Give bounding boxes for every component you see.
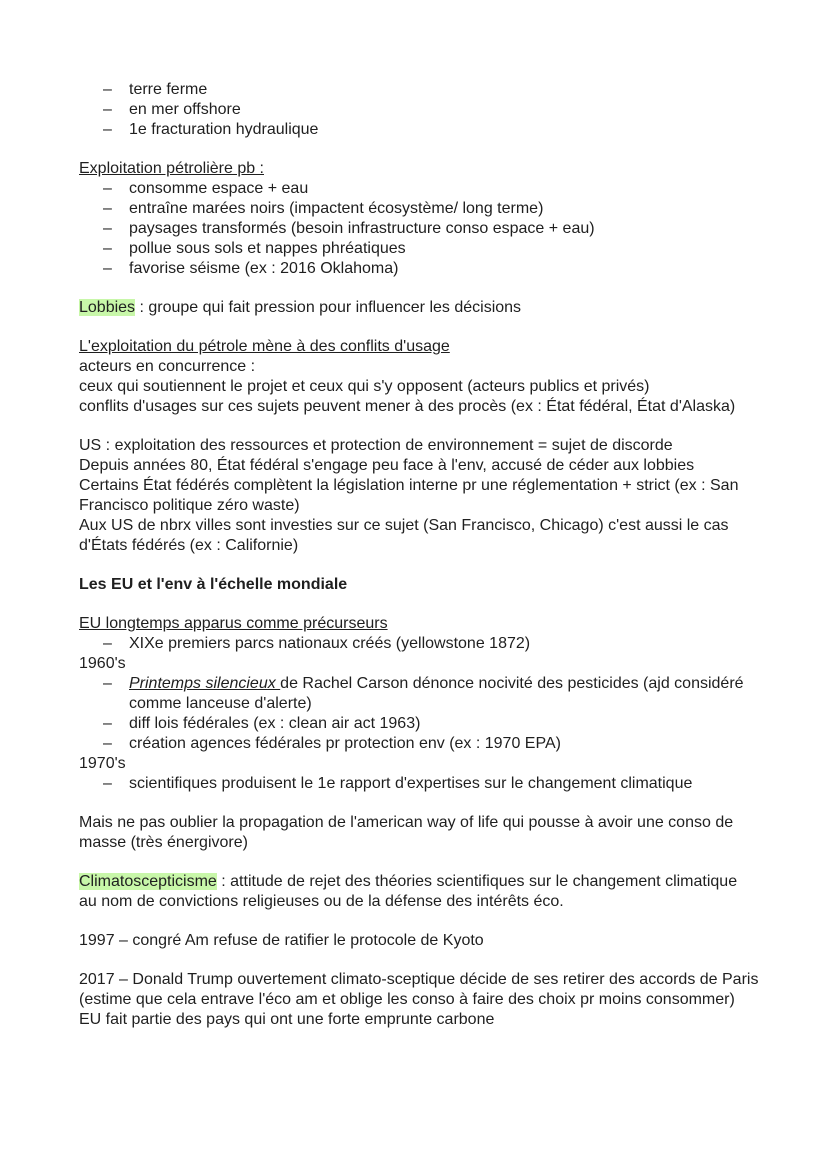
list-item: – consomme espace + eau: [79, 179, 759, 199]
decade-label: 1960's: [79, 655, 126, 672]
extraction-list: [79, 80, 759, 140]
list-item: – terre ferme: [79, 80, 759, 100]
lobbies-text: : groupe qui fait pression pour influencer les décisions: [135, 299, 522, 316]
climato-definition: [79, 872, 759, 912]
us-line: US : exploitation des ressources et protection de environnement = sujet de discorde: [79, 437, 673, 454]
document-page: [79, 80, 759, 1030]
exploitation-list: [79, 179, 759, 279]
list-item: – pollue sous sols et nappes phréatiques: [79, 239, 759, 259]
list-item: – XIXe premiers parcs nationaux créés (yellowstone 1872): [79, 634, 759, 654]
conflits-heading: L'exploitation du pétrole mène à des conflits d'usage: [79, 338, 450, 355]
climato-term: Climatoscepticisme: [79, 873, 217, 890]
list-item: – en mer offshore: [79, 100, 759, 120]
list-item: – diff lois fédérales (ex : clean air act 1963): [79, 714, 759, 734]
carbon-line: EU fait partie des pays qui ont une forte emprunte carbone: [79, 1011, 495, 1028]
kyoto-line: 1997 – congré Am refuse de ratifier le protocole de Kyoto: [79, 932, 484, 949]
us-line: Certains État fédérés complètent la législation interne pr une réglementation + strict (ex : San Francisco politique zéro waste): [79, 477, 739, 514]
list-item: – scientifiques produisent le 1e rapport d'expertises sur le changement climatique: [79, 774, 759, 794]
conflits-line: acteurs en concurrence :: [79, 358, 256, 375]
precurseurs-heading: EU longtemps apparus comme précurseurs: [79, 615, 388, 632]
book-title: Printemps silencieux: [129, 675, 281, 692]
book-description: de Rachel Carson dénonce nocivité des pesticides (ajd considéré comme lanceuse d'alerte): [129, 675, 744, 712]
list-item: [79, 674, 759, 714]
exploitation-heading: Exploitation pétrolière pb :: [79, 160, 264, 177]
american-way-paragraph: Mais ne pas oublier la propagation de l'american way of life qui pousse à avoir une conso de masse (très énergivore): [79, 814, 734, 851]
conflits-line: ceux qui soutiennent le projet et ceux qui s'y opposent (acteurs publics et privés): [79, 378, 650, 395]
us-line: Depuis années 80, État fédéral s'engage peu face à l'env, accusé de céder aux lobbies: [79, 457, 695, 474]
list-item: – paysages transformés (besoin infrastructure conso espace + eau): [79, 219, 759, 239]
section-title: Les EU et l'env à l'échelle mondiale: [79, 576, 348, 593]
lobbies-term: Lobbies: [79, 299, 136, 316]
list-item: – favorise séisme (ex : 2016 Oklahoma): [79, 259, 759, 279]
decade-label: 1970's: [79, 755, 126, 772]
list-item: – entraîne marées noirs (impactent écosystème/ long terme): [79, 199, 759, 219]
climato-text: : attitude de rejet des théories scientifiques sur le changement climatique au nom de convictions religieuses ou de la défense des intérêts éco.: [79, 873, 738, 910]
lobbies-definition: [79, 298, 759, 318]
trump-paragraph: 2017 – Donald Trump ouvertement climato-sceptique décide de ses retirer des accords de Paris (estime que cela entrave l'éco am et oblige les conso à faire des choix pr moins consommer): [79, 971, 759, 1008]
conflits-line: conflits d'usages sur ces sujets peuvent mener à des procès (ex : État fédéral, État d'Alaska): [79, 398, 736, 415]
xix-list: [79, 634, 759, 654]
seventies-list: [79, 774, 759, 794]
sixties-list: [79, 674, 759, 754]
us-line: Aux US de nbrx villes sont investies sur ce sujet (San Francisco, Chicago) c'est aussi le cas d'États fédérés (ex : Californie): [79, 517, 729, 554]
list-item: – création agences fédérales pr protection env (ex : 1970 EPA): [79, 734, 759, 754]
list-item: – 1e fracturation hydraulique: [79, 120, 759, 140]
